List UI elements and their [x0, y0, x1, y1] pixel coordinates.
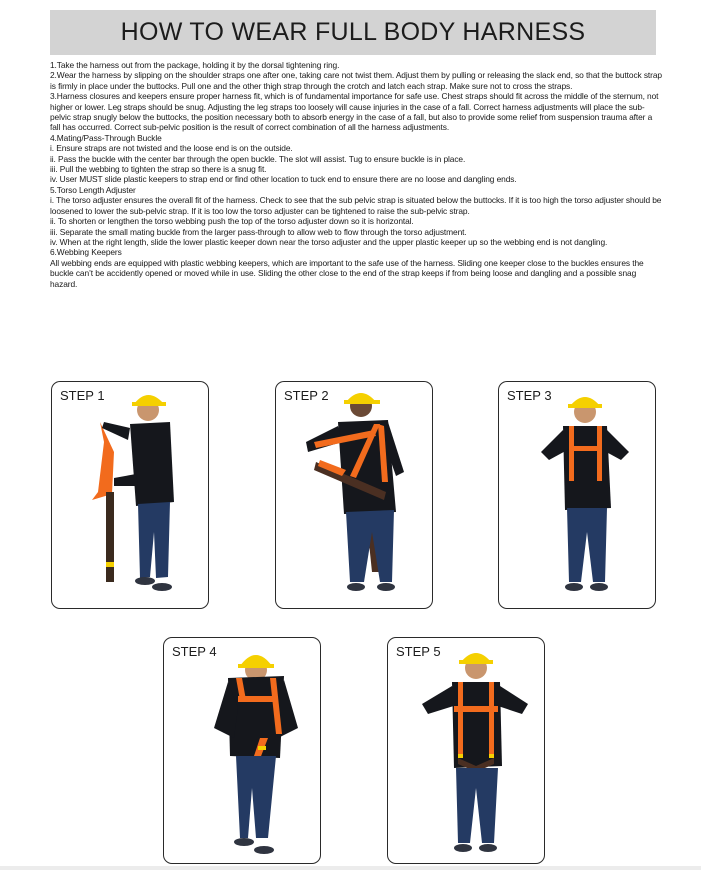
instructions-text	[50, 60, 662, 289]
instruction-line: iii. Separate the small mating buckle from the larger pass-through to allow web to flow through the torso adjustment.	[50, 226, 467, 237]
instruction-line: i. The torso adjuster ensures the overall fit of the harness. Check to see that the sub pelvic strap is situated below the buttocks. If it is too high the torso adjuster should be loosened to lower the sub-pelvic strap. If it is too low the torso adjuster can be tightened to raise the sub-pelvic strap.	[50, 195, 662, 216]
instruction-line: iii. Pull the webbing to tighten the strap so there is a snug fit.	[50, 164, 267, 175]
shoe-icon	[234, 838, 254, 846]
shoe-icon	[454, 844, 472, 852]
section-heading: 4.Mating/Pass-Through Buckle	[50, 132, 162, 143]
instruction-line: 3.Harness closures and keepers ensure proper harness fit, which is of fundamental importance for safe use. Chest straps should fit across the middle of the sternum, not higher or lower. Leg straps should be snug. Adjusting the leg straps too loosely will cause injuries in the case of a fall. Correct harness adjustments will place the sub-pelvic strap snugly below the buttocks, the position necessary both to absorb energy in the case of a fall, but also to provide some relief from suspension trauma after a fall has occurred. Correct sub-pelvic position is the result of correct combination of all the harness adjustments.	[50, 91, 659, 133]
section-heading: 5.Torso Length Adjuster	[50, 184, 136, 195]
step-label: STEP 1	[60, 388, 105, 403]
section-heading: 6.Webbing Keepers	[50, 247, 122, 258]
page-title: HOW TO WEAR FULL BODY HARNESS	[120, 18, 586, 46]
step-card-5	[387, 637, 545, 864]
step-label: STEP 4	[172, 644, 217, 659]
instruction-line: i. Ensure straps are not twisted and the loose end is on the outside.	[50, 143, 293, 154]
step-4-illustration	[164, 638, 320, 863]
instruction-line: iv. When at the right length, slide the lower plastic keeper down near the torso adjuster and the upper plastic keeper up so the webbing end is not dangling.	[50, 236, 608, 247]
shoe-icon	[135, 577, 155, 585]
instruction-line: iv. User MUST slide plastic keepers to strap end or find other location to tuck end to ensure there are no loose and dangling ends.	[50, 174, 517, 185]
step-card-3	[498, 381, 656, 609]
step-label: STEP 2	[284, 388, 329, 403]
title-bar	[50, 10, 656, 55]
bottom-strip	[0, 866, 701, 870]
step-1-illustration	[52, 382, 208, 608]
instruction-line: 1.Take the harness out from the package, holding it by the dorsal tightening ring.	[50, 60, 340, 70]
step-2-illustration	[276, 382, 432, 608]
shoe-icon	[565, 583, 583, 591]
instruction-line: ii. To shorten or lengthen the torso webbing push the top of the torso adjuster down so it is horizontal.	[50, 216, 414, 227]
instruction-line: ii. Pass the buckle with the center bar through the open buckle. The slot will assist. Tug to ensure buckle is in place.	[50, 153, 466, 164]
step-card-4	[163, 637, 321, 864]
harness-icon	[458, 682, 463, 758]
step-card-2	[275, 381, 433, 609]
shoe-icon	[347, 583, 365, 591]
harness-icon	[569, 426, 574, 481]
step-5-illustration	[388, 638, 544, 863]
step-label: STEP 5	[396, 644, 441, 659]
harness-icon	[92, 422, 114, 500]
instruction-line: 2.Wear the harness by slipping on the shoulder straps one after one, taking care not twist them. Adjust them by pulling or releasing the slack end, so that the buttock strap is firmly in place under the buttocks. Pull one and the other thigh strap through the crotch and latch each strap. Make sure not to cross the straps.	[50, 70, 662, 91]
step-card-1	[51, 381, 209, 609]
instruction-line: All webbing ends are equipped with plastic webbing keepers, which are important to the safe use of the harness. Sliding one keeper close to the buckles ensures the buckle can’t be accidently opened or moved while in use. Sliding the other close to the end of the strap keeps if from being loose and dangling and a possible snag hazard.	[50, 257, 644, 289]
step-3-illustration	[499, 382, 655, 608]
step-label: STEP 3	[507, 388, 552, 403]
